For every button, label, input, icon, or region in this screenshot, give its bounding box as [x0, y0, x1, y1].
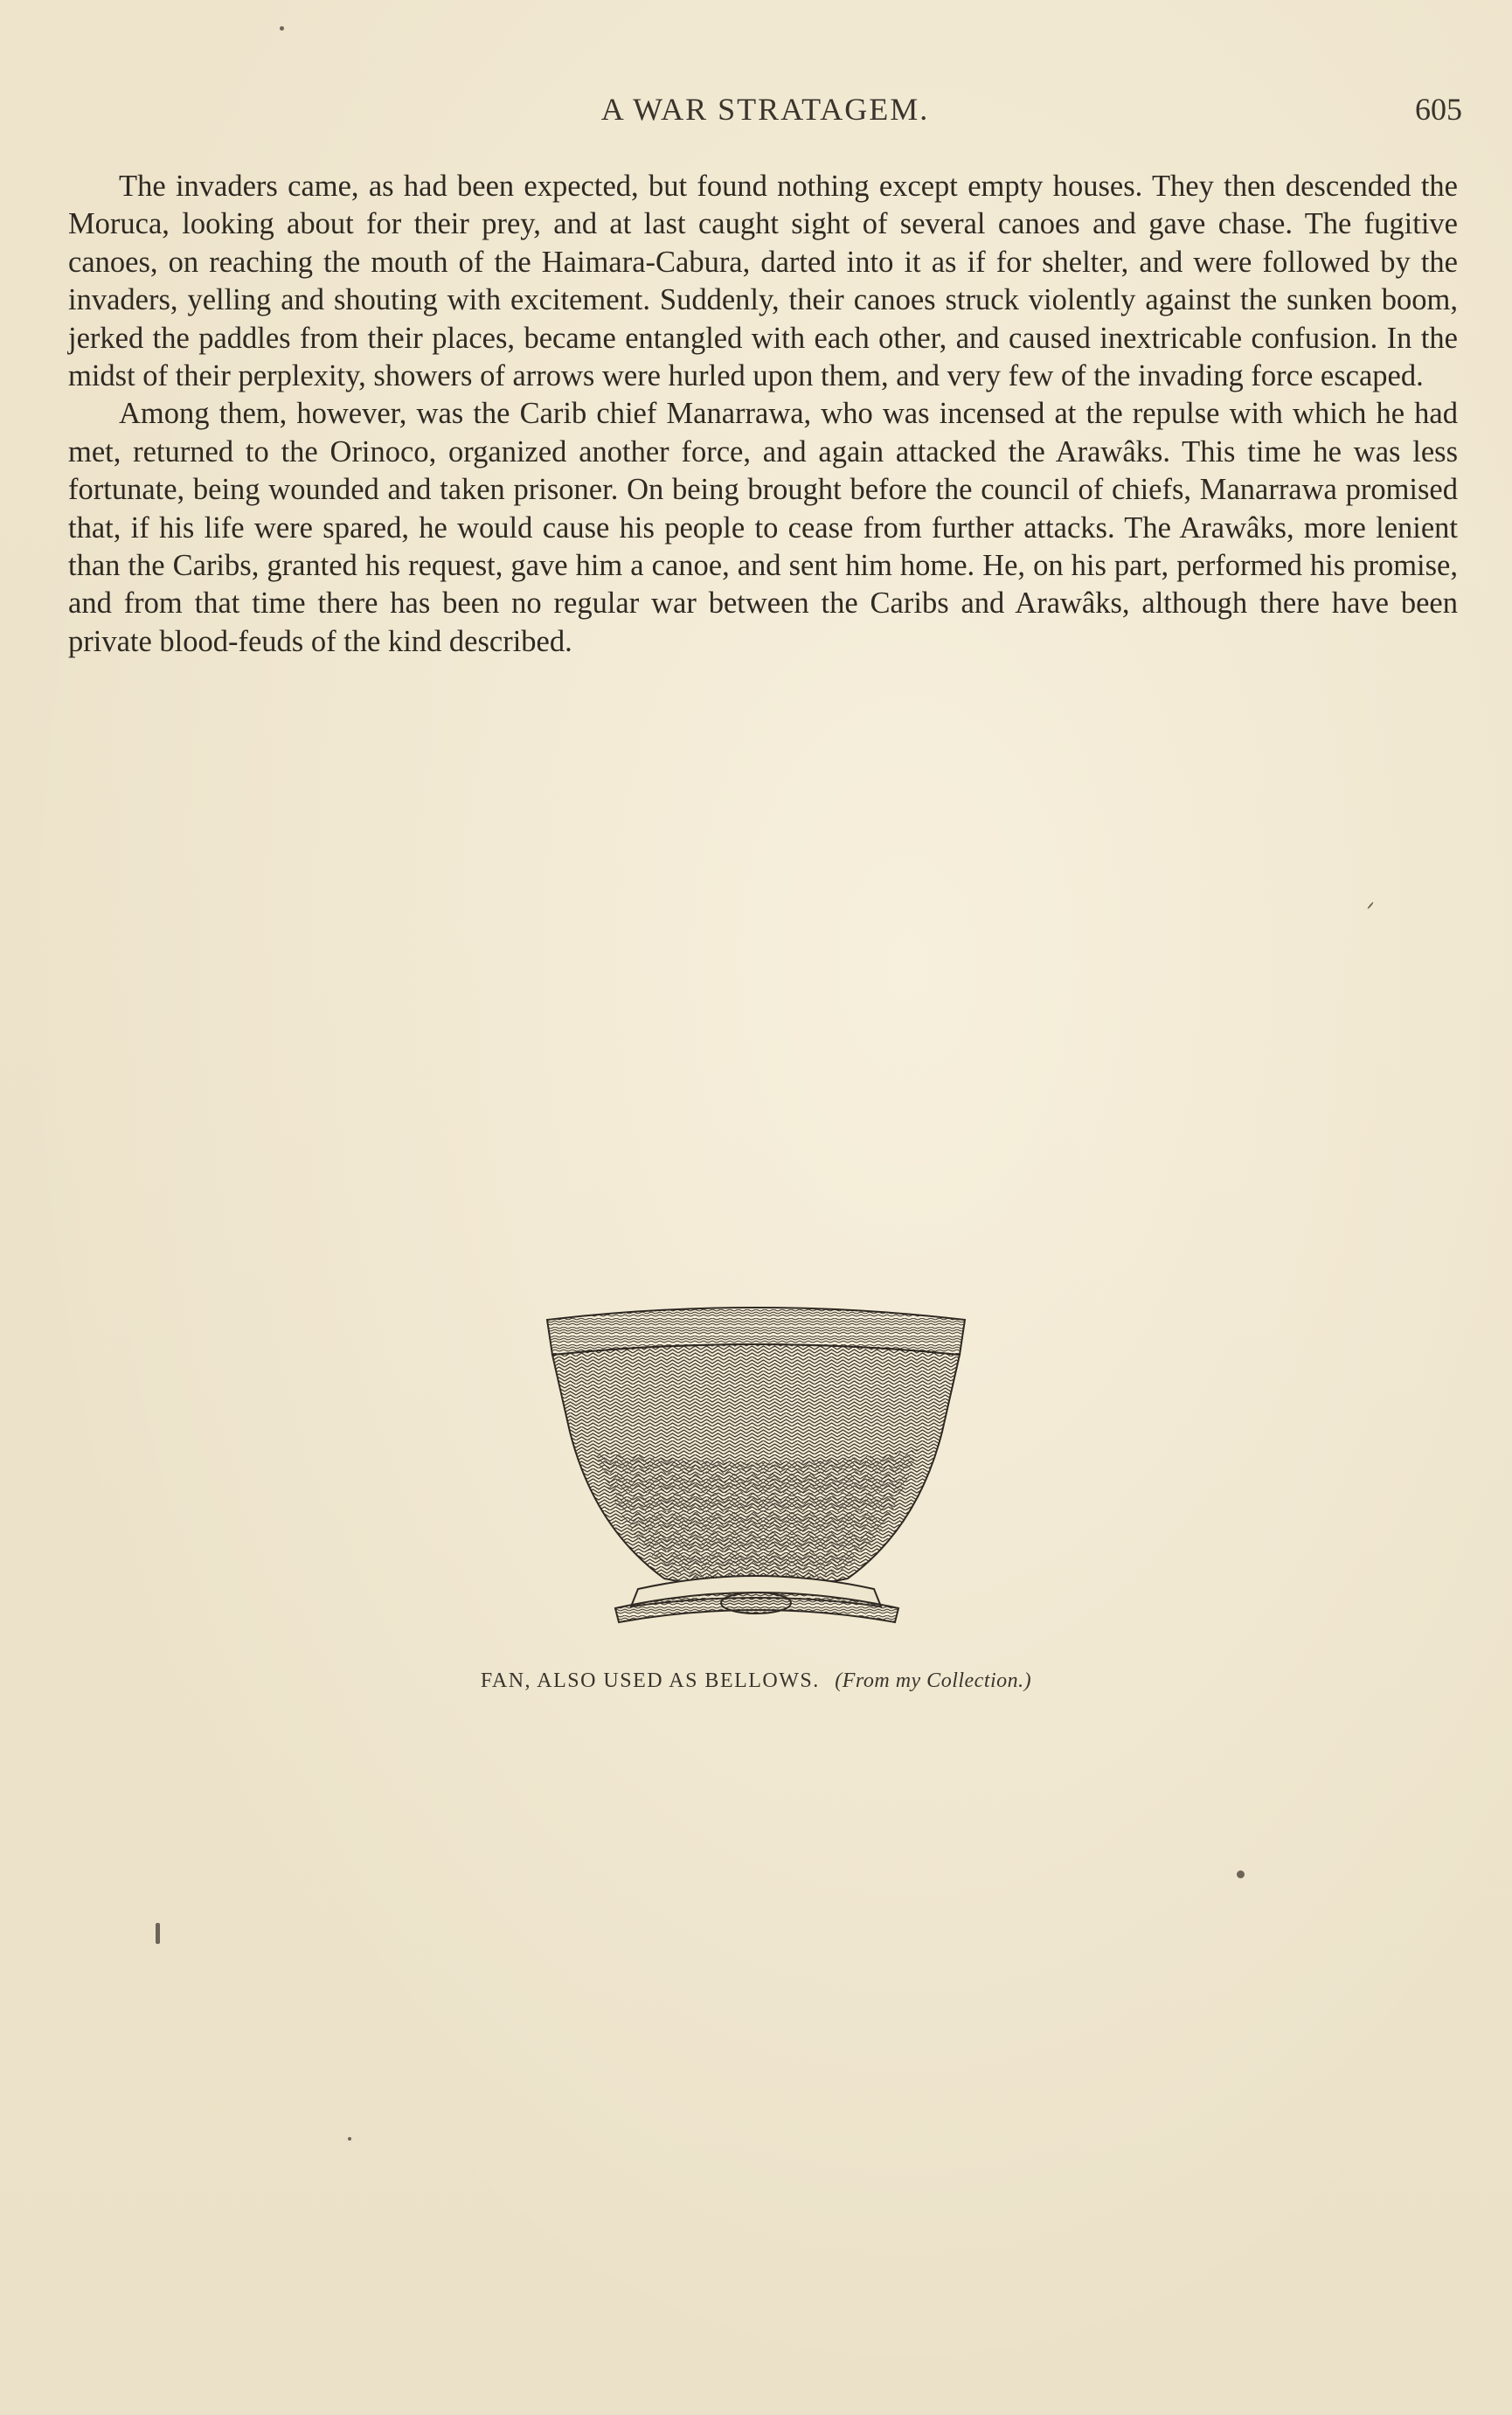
paper-speck: [1237, 1870, 1245, 1878]
caption-note: (From my Collection.): [835, 1669, 1032, 1692]
page-number: 605: [1415, 92, 1462, 127]
paper-speck: [156, 1923, 160, 1944]
running-head: [68, 91, 1462, 136]
caption-main: FAN, ALSO USED AS BELLOWS.: [480, 1669, 820, 1692]
running-title: A WAR STRATAGEM.: [600, 92, 930, 127]
figure-caption: [262, 1669, 1250, 1693]
paper-speck: [1367, 902, 1374, 910]
woven-fan-illustration: [542, 1301, 970, 1637]
body-text: [68, 168, 1458, 661]
paper-speck: [348, 2137, 351, 2141]
paragraph-2: Among them, however, was the Carib chief Manarrawa, who was incensed at the repulse with which he had met, returned to the Orinoco, organized another force, and again attacked the Arawâks. This time he was less fortunate, being wounded and taken prisoner. On being brought before the council of chiefs, Manarrawa promised that, if his life were spared, he would cause his people to cease from further attacks. The Arawâks, more lenient than the Caribs, granted his request, gave him a canoe, and sent him home. He, on his part, performed his promise, and from that time there has been no regular war between the Caribs and Arawâks, although there have been private blood-feuds of the kind described.: [68, 397, 1458, 658]
paper-speck: [280, 26, 284, 31]
paragraph-1: The invaders came, as had been expected, but found nothing except empty houses. They then descended the Moruca, looking about for their prey, and at last caught sight of several canoes and gave chase. The fugitive canoes, on reaching the mouth of the Haimara-Cabura, darted into it as if for shelter, and were followed by the invaders, yelling and shouting with excitement. Suddenly, their canoes struck violently against the sunken boom, jerked the paddles from their places, became entangled with each other, and caused inextricable confusion. In the midst of their perplexity, showers of arrows were hurled upon them, and very few of the invading force escaped.: [68, 170, 1458, 393]
